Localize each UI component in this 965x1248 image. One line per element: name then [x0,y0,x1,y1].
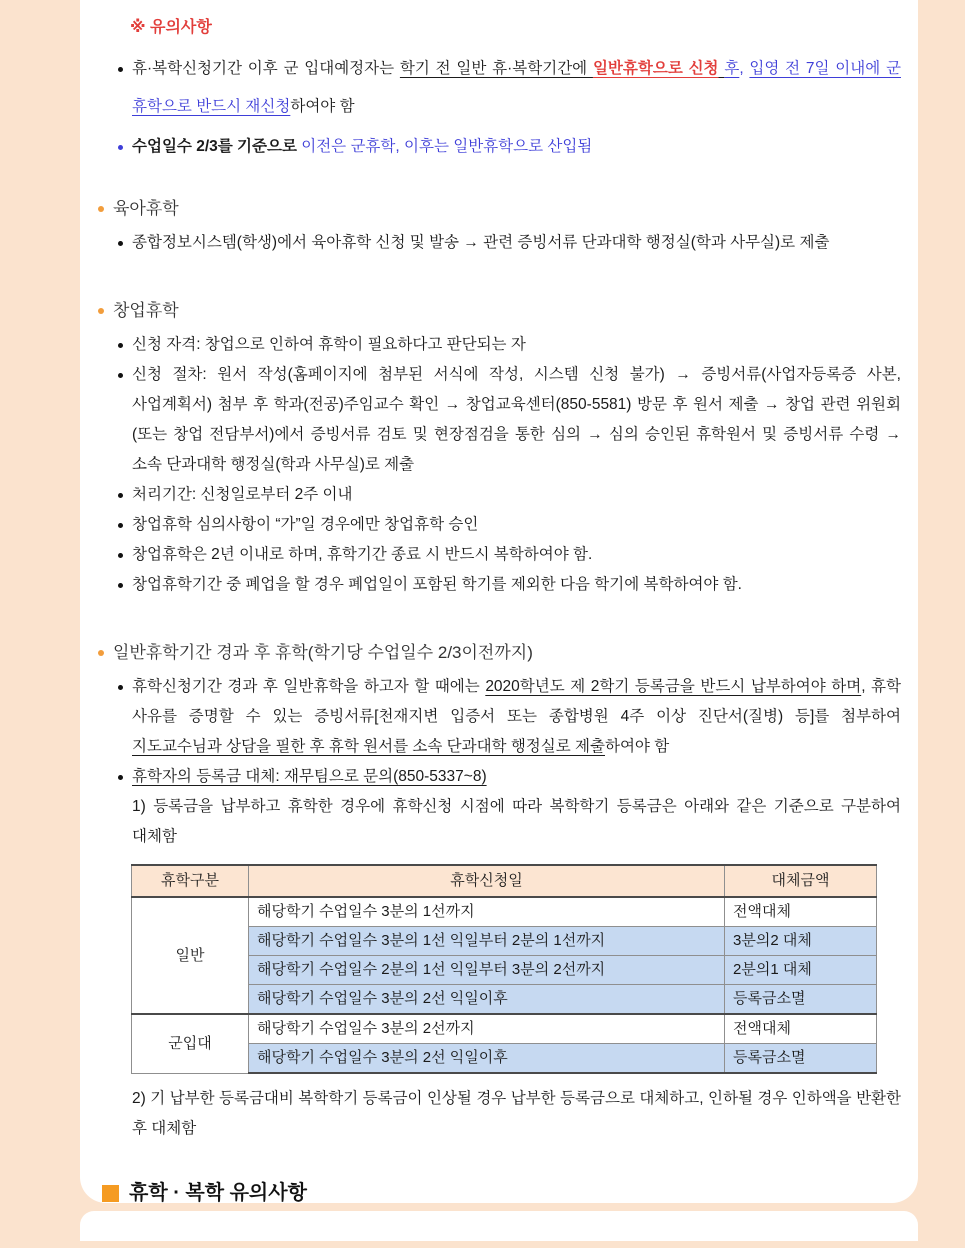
text-run: 종합정보시스템(학생)에서 육아휴학 신청 및 발송 → 관련 증빙서류 단과대학 행정실(학과 사무실)로 제출 [132,234,830,251]
list-item [98,228,901,258]
list-item-text [132,576,742,593]
text-run: , 휴학 사유를 증명할 수 있는 증빙서류[천재지변 입증서 또는 종합병원 4주 이상 진단서(질병) 등]를 첨부하여 [132,678,901,725]
text-run: 2020학년도 제 2학기 등록금을 반드시 납부하여야 하며 [485,678,862,695]
list-item-text [132,486,353,503]
list-item-text [132,234,829,251]
list-item-text [132,366,901,473]
text-run: 신청 자격: 창업으로 인하여 휴학이 필요하다고 판단되는 자 [132,336,526,353]
apply-date-cell: 해당학기 수업일수 3분의 1선까지 [249,897,725,927]
list-item [98,510,901,540]
amount-cell: 2분의1 대체 [725,956,877,985]
section-heading-text: 일반휴학기간 경과 후 휴학(학기당 수업일수 2/3이전까지) [113,643,533,662]
square-bullet-icon [102,1185,119,1202]
amount-cell: 전액대체 [725,1014,877,1044]
section-body-late-leave [98,672,901,1144]
amount-cell: 3분의2 대체 [725,927,877,956]
text-run: 일반휴학으로 신청 [592,60,719,77]
col-header-amount: 대체금액 [725,865,877,897]
text-run: 창업휴학기간 중 폐업을 할 경우 폐업일이 포함된 학기를 제외한 다음 학기에 복학하여야 함. [132,576,742,593]
numbered-item-1 [132,792,901,852]
apply-date-cell: 해당학기 수업일수 3분의 2선 익일이후 [249,985,725,1015]
list-item [98,570,901,600]
amount-cell: 전액대체 [725,897,877,927]
section-bullet-icon [98,206,104,212]
section-heading-text: 육아휴학 [113,199,179,218]
text-run: 신청 절차: 원서 작성(홈페이지에 첨부된 서식에 작성, 시스템 신청 불가) → 증빙서류(사업자등록증 사본, 사업계획서) 첨부 후 학과(전공)주임교수 확인 → 창업교육센터(850-5581) 방문 후 원서 제출 → 창업 관련 위원회(또는 창업 전담부서)에서 증빙서류 검토 및 현장점검을 통한 심의 → 심의 승인된 휴학원서 및 증빙서류 수령 → 소속 단과대학 행정실(학과 사무실)로 제출 [132,366,901,473]
text-run: 창업휴학 심의사항이 “가”일 경우에만 창업휴학 승인 [132,516,479,533]
notice-item-text [132,60,901,115]
table-header-row [132,865,877,897]
bullet-icon [118,241,123,246]
text-run: 휴학자의 등록금 대체: 재무팀으로 문의(850-5337~8) [132,768,487,785]
bullet-icon [118,145,123,150]
text-run: 처리기간: 신청일로부터 2주 이내 [132,486,353,503]
section-heading-childcare [98,196,901,222]
bullet-icon [118,775,123,780]
col-header-apply-date: 휴학신청일 [249,865,725,897]
list-item-text [132,768,487,785]
notice-title: ※ 유의사항 [130,19,212,36]
section-heading-late-leave [98,640,901,666]
section-heading-text: 창업휴학 [113,301,179,320]
text-run: , [739,60,750,77]
list-item [98,762,901,792]
list-item-text [132,336,526,353]
text-run: 휴·복학신청기간 이후 군 입대예정자는 [132,60,400,77]
table-row [132,897,877,927]
section-body-childcare [98,228,901,258]
text-run: 지도교수님과 상담을 필한 후 휴학 원서를 소속 단과대학 행정실로 제출 [132,738,605,755]
refund-table [131,864,877,1074]
notice-item [98,50,901,126]
amount-cell: 등록금소멸 [725,1044,877,1074]
text-run: 휴학신청기간 경과 후 일반휴학을 하고자 할 때에는 [132,678,486,695]
text-run: 수업일수 2/3를 기준으로 [132,138,302,155]
list-item [98,672,901,762]
section-heading-startup [98,298,901,324]
bullet-icon [118,583,123,588]
document-panel [80,0,918,1203]
bullet-icon [118,373,123,378]
apply-date-cell: 해당학기 수업일수 3분의 2선까지 [249,1014,725,1044]
text-run: 1) 등록금을 납부하고 휴학한 경우에 휴학신청 시점에 따라 복학학기 등록금은 아래와 같은 기준으로 구분하여 대체함 [132,798,901,845]
bullet-icon [118,493,123,498]
text-run: 2) 기 납부한 등록금대비 복학학기 등록금이 인상될 경우 납부한 등록금으로 대체하고, 인하될 경우 인하액을 반환한 후 대체함 [132,1090,901,1137]
section-bullet-icon [98,308,104,314]
bullet-icon [118,343,123,348]
text-run: 하여야 함 [604,738,670,755]
apply-date-cell: 해당학기 수업일수 3분의 1선 익일부터 2분의 1선까지 [249,927,725,956]
notice-item-text [132,138,592,155]
apply-date-cell: 해당학기 수업일수 3분의 2선 익일이후 [249,1044,725,1074]
list-item [98,360,901,480]
bullet-icon [118,553,123,558]
footer-heading-text: 휴학 · 복학 유의사항 [129,1182,307,1204]
list-item [98,540,901,570]
text-run: 창업휴학은 2년 이내로 하며, 휴학기간 종료 시 반드시 복학하여야 함. [132,546,593,563]
notice-list [98,50,901,166]
list-item [98,480,901,510]
numbered-item-2 [132,1084,901,1144]
text-run: 학기 전 일반 휴·복학기간에 [399,60,593,77]
category-cell: 일반 [132,897,249,1014]
footer-section-heading [102,1178,901,1208]
refund-table-body [132,897,877,1073]
apply-date-cell: 해당학기 수업일수 2분의 1선 익일부터 3분의 2선까지 [249,956,725,985]
section-body-startup [98,330,901,600]
list-item-text [132,546,592,563]
bullet-icon [118,523,123,528]
amount-cell: 등록금소멸 [725,985,877,1015]
text-run: 후 [724,60,740,77]
col-header-category: 휴학구분 [132,865,249,897]
list-item [98,330,901,360]
bullet-icon [118,67,123,72]
section-bullet-icon [98,650,104,656]
table-row [132,1014,877,1044]
bullet-icon [118,685,123,690]
notice-item [98,128,901,166]
list-item-text [132,516,478,533]
category-cell: 군입대 [132,1014,249,1073]
text-run: 입영 전 7일 이내에 군 휴학으로 반드시 재신청 [132,60,901,115]
text-run: 이전은 군휴학, 이후는 일반휴학으로 산입됨 [301,138,593,155]
list-item-text [132,678,901,755]
text-run: 하여야 함 [290,98,355,115]
